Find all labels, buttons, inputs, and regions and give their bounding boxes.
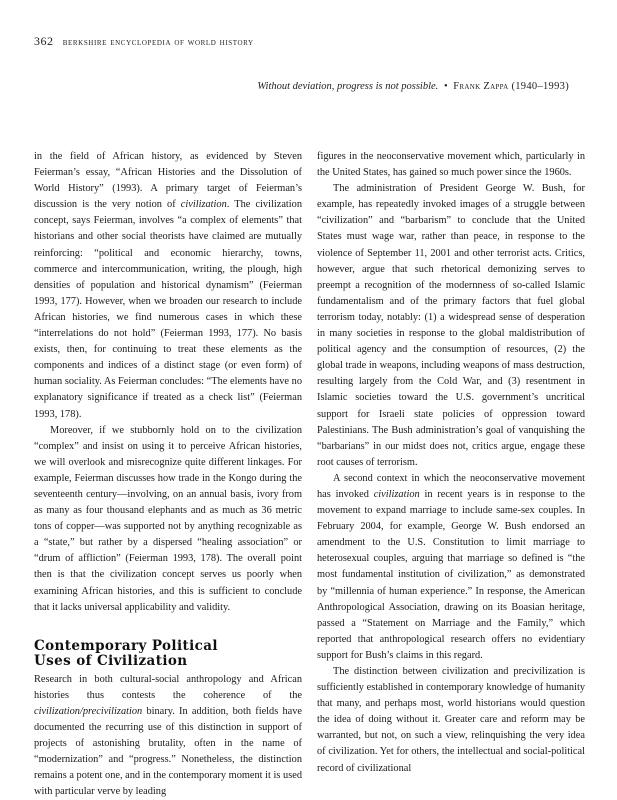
emphasis: civilization bbox=[373, 488, 420, 500]
paragraph bbox=[317, 471, 585, 664]
paragraph: figures in the neoconservative movement which, particularly in the United States, has gained so much power since the 1960s. bbox=[317, 151, 585, 179]
section-heading-line: Uses of Civilization bbox=[34, 653, 188, 670]
paragraph-text: binary. In addition, both fields have documented the recurring use of this distinction in support of projects of astonishing brutality, often in the name of “modernization” and “progress.” Nonetheless, the distinction remains a potent one, and in the contemporary moment it is used with particular verve by leading bbox=[34, 705, 302, 798]
running-head bbox=[34, 34, 254, 49]
paragraph-text: A second context in which the neoconservative movement has invoked bbox=[317, 472, 585, 500]
paragraph bbox=[34, 149, 302, 423]
paragraph-text: . The civilization concept, says Feierman, involves “a complex of elements” that historians and other social theorists have claimed are mutually reinforcing: “political and economic hierarchy, towns, commerce and intercommunication, writing, the plough, high densities of population and historical dynamism” (Feierman 1993, 177). However, when we broaden our research to include African histories, we find numerous cases in which these “interrelations do not hold” (Feierman 1993, 177). No basis exists, then, for continuing to treat these elements as the components and indices of a distinct stage (or even form) of human sociality. As Feierman concludes: “The elements have no explanatory significance if treated as a check list” (Feierman 1993, 178). bbox=[34, 199, 302, 420]
epigraph-bullet: • bbox=[443, 81, 448, 92]
paragraph: Moreover, if we stubbornly hold on to the civilization “complex” and insist on using it to perceive African histories, we will overlook and misrecognize quite different linkages. For example, Feierman discusses how trade in the Kongo during the seventeenth century—involving, on an annual basis, ivory from as many as four thousand elephants and as much as 36 metric tons of copper—was supported not by anything recognizable as a “state,” but rather by a dispersed “healing association” or “drum of affliction” (Feierman 1993, 178). The overall point then is that the civilization concept serves us poorly when examining African histories, and this is sufficient to conclude that it lacks universal applicability and validity. bbox=[34, 424, 302, 613]
epigraph-quote: Without deviation, progress is not possible. bbox=[257, 81, 439, 92]
emphasis: civilization bbox=[180, 199, 227, 211]
section-heading bbox=[34, 639, 302, 670]
epigraph-author: Frank Zappa (1940–1993) bbox=[453, 81, 569, 92]
paragraph bbox=[34, 672, 302, 800]
emphasis: civilization/precivilization bbox=[34, 705, 143, 717]
right-column bbox=[317, 149, 585, 777]
paragraph: The administration of President George W. Bush, for example, has repeatedly invoked images of a struggle between “civilization” and “barbarism” to conclude that the United States must wage war, rather than peace, in response to the violence of September 11, 2001 and other terrorist acts. Critics, however, argue that such rhetorical demonizing serves to preempt a recognition of the modernness of so-called Islamic fundamentalism and of the primary factors that fuel global terrorism today, notably: (1) a widespread sense of desperation in many societies in response to the global maldistribution of political agency and the consumption of resources, (2) the global trade in weapons, including weapons of mass destruction, resulting largely from the Cold War, and (3) resentment in Islamic societies toward the U.S. government’s uncritical support for Israeli state policies of oppression toward Palestinians. The Bush administration’s goal of vanquishing the “barbarians” in our midst does not, critics argue, engage these root causes of terrorism. bbox=[317, 183, 585, 468]
epigraph bbox=[257, 81, 569, 92]
paragraph-text: Research in both cultural-social anthropology and African histories thus contests the coherence of the bbox=[34, 673, 302, 701]
book-title: berkshire encyclopedia of world history bbox=[62, 37, 254, 48]
paragraph-text: in the field of African history, as evidenced by Steven Feierman’s essay, “African Histories and the Dissolution of World History” (1993). A primary target of Feierman’s discussion is the very notion of bbox=[34, 151, 302, 211]
left-column bbox=[34, 149, 302, 800]
section-heading-line: Contemporary Political bbox=[34, 637, 218, 654]
page-number: 362 bbox=[34, 34, 54, 48]
paragraph: The distinction between civilization and precivilization is sufficiently established in contemporary knowledge of humanity that many, and perhaps most, world historians would question the idea of doing without it. Greater care and reform may be warranted, but not, on such a view, relinquishing the very idea of civilization. Yet for others, the intellectual and social-political record of civilizational bbox=[317, 666, 585, 774]
paragraph-text: in recent years is in response to the movement to expand marriage to include same-sex couples. In February 2004, for example, George W. Bush endorsed an amendment to the U.S. Constitution to limit marriage to heterosexual couples, arguing that marriage so defined is “the most fundamental institution of civilization,” as demonstrated by “millennia of human experience.” In response, the American Anthropological Association, drawing on its Boasian heritage, passed a “Statement on Marriage and the Family,” which reported that anthropological research offers no evidentiary support for Bush’s claims in this regard. bbox=[317, 488, 585, 661]
